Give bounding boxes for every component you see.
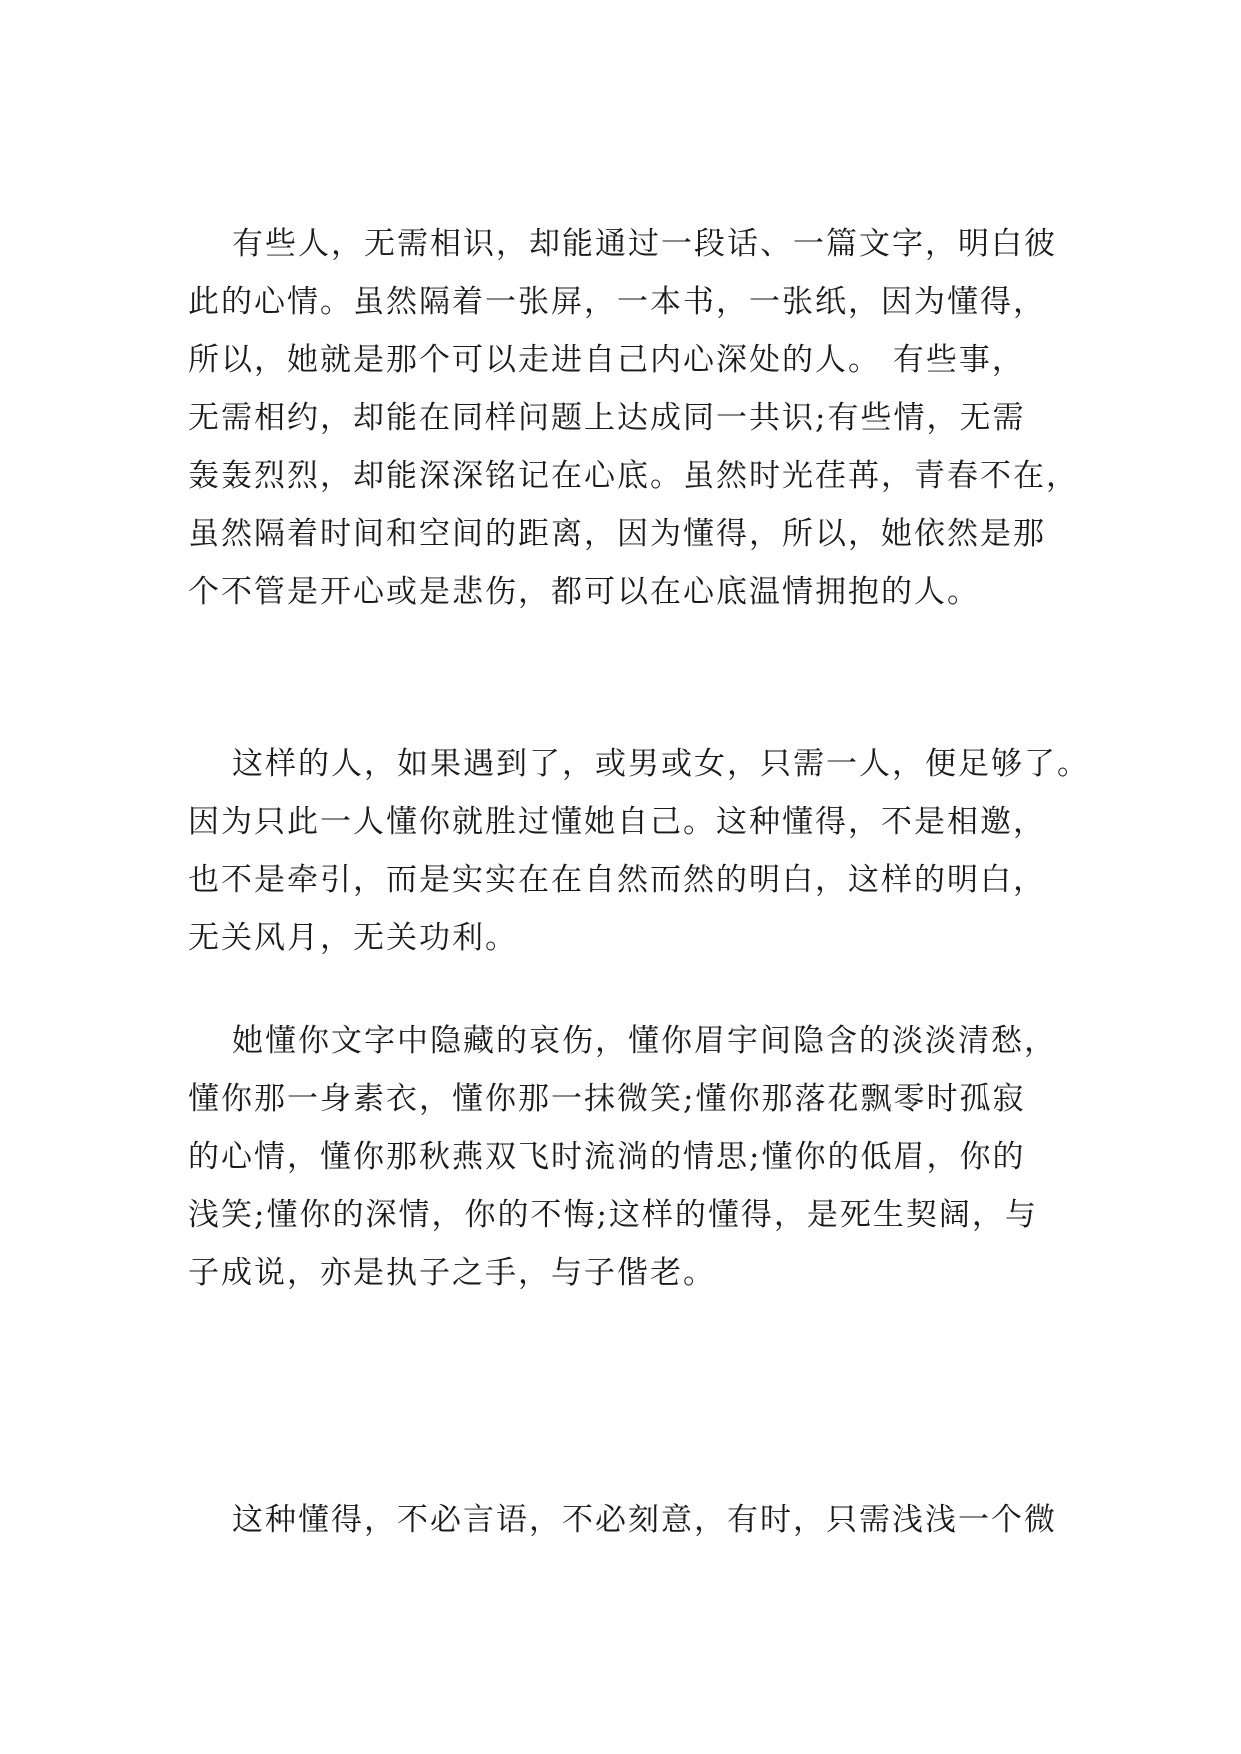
text-line: 有些人，无需相识，却能通过一段话、一篇文字，明白彼 — [232, 226, 1057, 262]
text-line: 此的心情。虽然隔着一张屏，一本书，一张纸，因为懂得， — [188, 284, 1046, 320]
text-line: 虽然隔着时间和空间的距离，因为懂得，所以，她依然是那 — [188, 516, 1046, 552]
text-line: 因为只此一人懂你就胜过懂她自己。这种懂得，不是相邀， — [188, 804, 1046, 840]
text-line: 子成说，亦是执子之手，与子偕老。 — [188, 1255, 716, 1291]
text-line: 无关风月，无关功利。 — [188, 920, 518, 956]
text-line: 这样的人，如果遇到了，或男或女，只需一人，便足够了。 — [232, 746, 1090, 782]
text-line: 她懂你文字中隐藏的哀伤，懂你眉宇间隐含的淡淡清愁， — [232, 1023, 1057, 1059]
paragraph-3 — [188, 1012, 1078, 1302]
paragraph-4 — [188, 1491, 1078, 1549]
paragraph-1 — [188, 215, 1078, 621]
text-line: 也不是牵引，而是实实在在自然而然的明白，这样的明白， — [188, 862, 1046, 898]
text-line: 轰轰烈烈，却能深深铭记在心底。虽然时光荏苒，青春不在， — [188, 458, 1079, 494]
paragraph-2 — [188, 735, 1090, 967]
text-line: 浅笑;懂你的深情，你的不悔;这样的懂得，是死生契阔，与 — [188, 1197, 1038, 1233]
text-line: 所以，她就是那个可以走进自己内心深处的人。 有些事， — [188, 342, 1025, 378]
text-line: 个不管是开心或是悲伤，都可以在心底温情拥抱的人。 — [188, 574, 980, 610]
text-line: 的心情，懂你那秋燕双飞时流淌的情思;懂你的低眉，你的 — [188, 1139, 1026, 1175]
text-line: 无需相约，却能在同样问题上达成同一共识;有些情，无需 — [188, 400, 1026, 436]
text-line: 这种懂得，不必言语，不必刻意，有时，只需浅浅一个微 — [232, 1502, 1057, 1538]
text-line: 懂你那一身素衣，懂你那一抹微笑;懂你那落花飘零时孤寂 — [188, 1081, 1026, 1117]
